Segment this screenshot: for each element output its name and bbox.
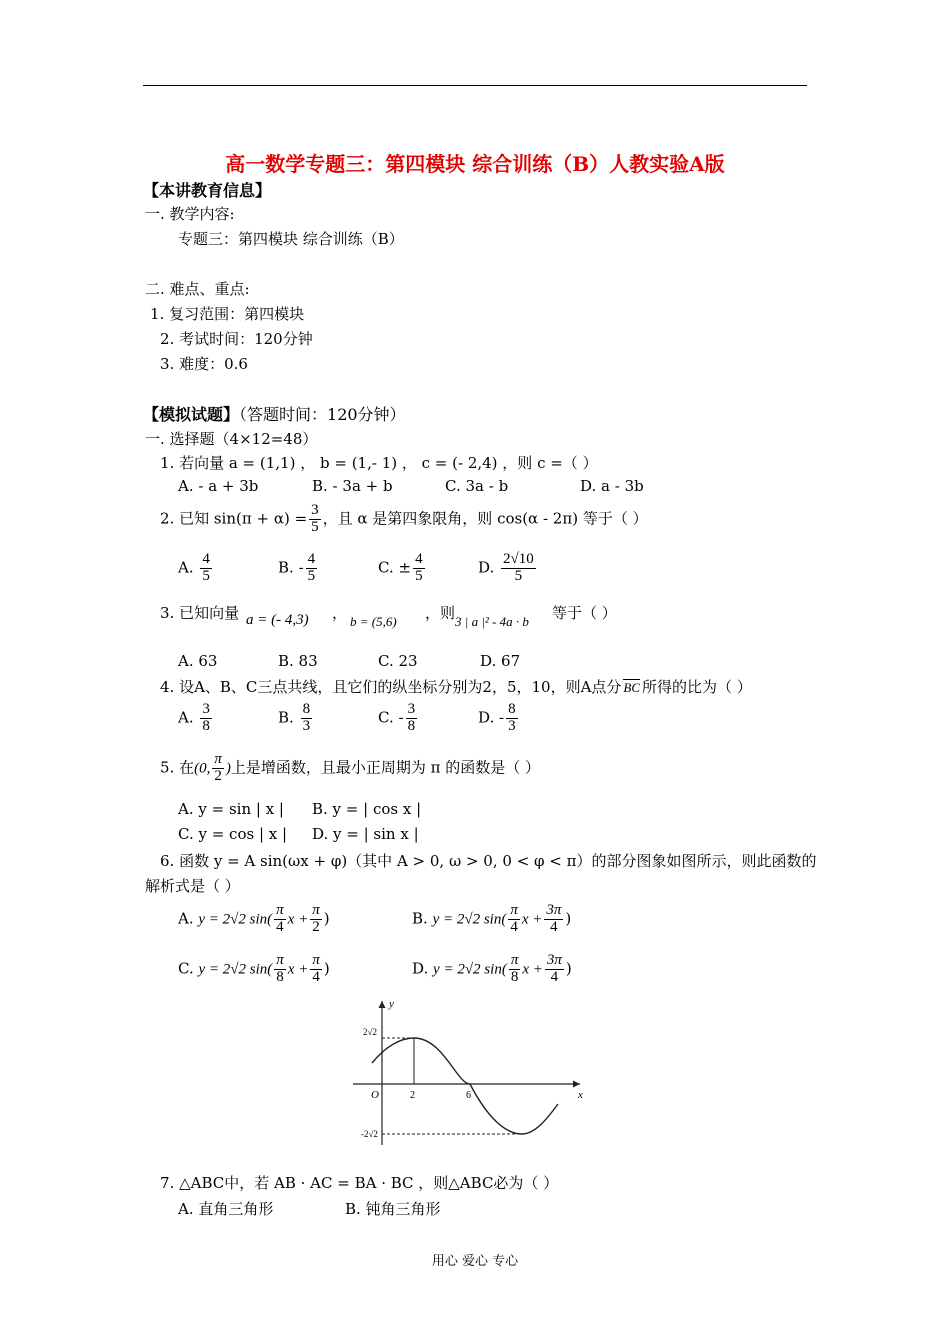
sine-curve: [372, 1038, 558, 1134]
q4-option-d: D. - $\frac{8}{3}$: [478, 701, 516, 734]
mock-title: 【模拟试题】: [143, 405, 240, 424]
tick-6-label: 6: [466, 1090, 471, 1101]
page-title: 高一数学专题三：第四模块 综合训练（B）人教实验A版: [225, 152, 725, 176]
q4-stem-a: 4. 设A、B、C三点共线，且它们的纵坐标分别为2，5，10，则A点分: [160, 678, 622, 696]
q1-option-a: A. - a + 3b: [178, 477, 259, 495]
q5-option-a: A. y = sin | x |: [178, 800, 284, 818]
q3-comma: ，: [332, 604, 348, 622]
q3-vector-b: b = (5,6): [350, 614, 397, 629]
choice-label: 一. 选择题（4×12=48）: [145, 430, 318, 448]
q3-option-b: B. 83: [278, 652, 318, 670]
sine-graph: [345, 995, 605, 1155]
q4-stem: [160, 676, 752, 697]
q2-stem-b: ，且 α 是第四象限角，则 cos(α - 2π) 等于（ ）: [322, 509, 648, 528]
q3-option-a: A. 63: [178, 652, 218, 670]
y-axis-label: y: [389, 998, 394, 1010]
diff-item-3: 3. 难度：0.6: [160, 355, 248, 373]
q4-option-c: C. - $\frac{3}{8}$: [378, 701, 416, 734]
q4-vector-bc: BC: [623, 680, 641, 695]
q3-option-c: C. 23: [378, 652, 418, 670]
q5-interval-fraction: $\frac{\pi}{2}$: [214, 751, 222, 784]
q1-option-b: B. - 3a + b: [312, 477, 393, 495]
q3-option-d: D. 67: [480, 652, 521, 670]
q1-option-c: C. 3a - b: [445, 477, 509, 495]
q3-stem-b: ，则: [425, 604, 456, 622]
q2-fraction: [309, 503, 321, 536]
q3-stem-a: 3. 已知向量: [160, 604, 240, 622]
q2-option-a: A. $\frac{4}{5}$: [178, 551, 210, 584]
q7-option-b: B. 钝角三角形: [345, 1200, 441, 1218]
q2-stem: [160, 503, 648, 536]
diff-item-2: 2. 考试时间：120分钟: [160, 330, 313, 348]
diff-item-1: 1. 复习范围：第四模块: [150, 305, 305, 323]
q2-stem-a: 2. 已知 sin(π + α) =: [160, 509, 308, 528]
q2-option-d: D. $\frac{2√10}{5}$: [478, 551, 534, 584]
q4-option-b: B. $\frac{8}{3}$: [278, 701, 311, 734]
difficulty-label: 二. 难点、重点:: [145, 280, 250, 298]
q6-option-c: C. y = 2√2 sin( $\frac{\pi}{8}$ x + $\frac{\pi}{4}$ ): [178, 952, 330, 985]
q2-frac-num: 3: [311, 502, 319, 518]
q5-interval-open: (0,: [194, 760, 211, 777]
q4-stem-b: 所得的比为（ ）: [642, 678, 752, 696]
q4-option-a: A. $\frac{3}{8}$: [178, 701, 210, 734]
q2-option-b: B. - $\frac{4}{5}$: [278, 551, 316, 584]
q5-option-b: B. y = | cos x |: [312, 800, 422, 818]
q6-option-d: D. y = 2√2 sin( $\frac{\pi}{8}$ x + $\frac{3\pi}{4}$ ): [412, 952, 572, 985]
page-footer: 用心 爱心 专心: [431, 1254, 519, 1269]
q2-frac-den: 5: [311, 518, 319, 535]
section-info-heading: 【本讲教育信息】: [143, 181, 272, 200]
q3-stem-c: 等于（ ）: [552, 604, 617, 622]
q5-option-c: C. y = cos | x |: [178, 825, 288, 843]
q5-interval-close: ): [225, 760, 231, 777]
header-rule: [143, 85, 807, 86]
q7-stem: 7. △ABC中，若 AB · AC = BA · BC ，则△ABC必为（ ）: [160, 1174, 559, 1192]
tick-2-label: 2: [410, 1090, 415, 1101]
y-min-label: -2√2: [361, 1129, 378, 1139]
q6-stem-2: 解析式是（ ）: [145, 877, 240, 895]
mock-heading: [143, 402, 406, 425]
q1-stem: 1. 若向量 a = (1,1) ， b = (1,- 1) ， c = (- 2,4) ，则 c =（ ）: [160, 454, 598, 472]
q2-option-c: C. ± $\frac{4}{5}$: [378, 551, 423, 584]
q6-option-a: A. y = 2√2 sin( $\frac{\pi}{4}$ x + $\frac{\pi}{2}$ ): [178, 902, 330, 935]
q6-stem: 6. 函数 y = A sin(ωx + φ)（其中 A > 0, ω > 0, 0 < φ < π）的部分图象如图所示，则此函数的: [160, 852, 817, 870]
q7-option-a: A. 直角三角形: [178, 1200, 274, 1218]
q5-stem-a: 5. 在: [160, 758, 195, 777]
q3-expression: 3 | a |² - 4a · b: [455, 614, 529, 629]
q5-stem-b: 上是增函数，且最小正周期为 π 的函数是（ ）: [230, 758, 541, 777]
x-axis-label: x: [578, 1089, 583, 1101]
teach-content: 专题三：第四模块 综合训练（B）: [178, 230, 404, 248]
mock-time: （答题时间：120分钟）: [239, 405, 406, 424]
origin-label: O: [371, 1089, 379, 1101]
q1-option-d: D. a - 3b: [580, 477, 644, 495]
y-max-label: 2√2: [363, 1027, 377, 1037]
teach-label: 一. 教学内容:: [145, 205, 235, 223]
q5-stem: [160, 752, 540, 785]
q6-option-b: B. y = 2√2 sin( $\frac{\pi}{4}$ x + $\frac{3\pi}{4}$ ): [412, 902, 572, 935]
q5-option-d: D. y = | sin x |: [312, 825, 419, 843]
q3-vector-a: a = (- 4,3): [246, 612, 309, 628]
